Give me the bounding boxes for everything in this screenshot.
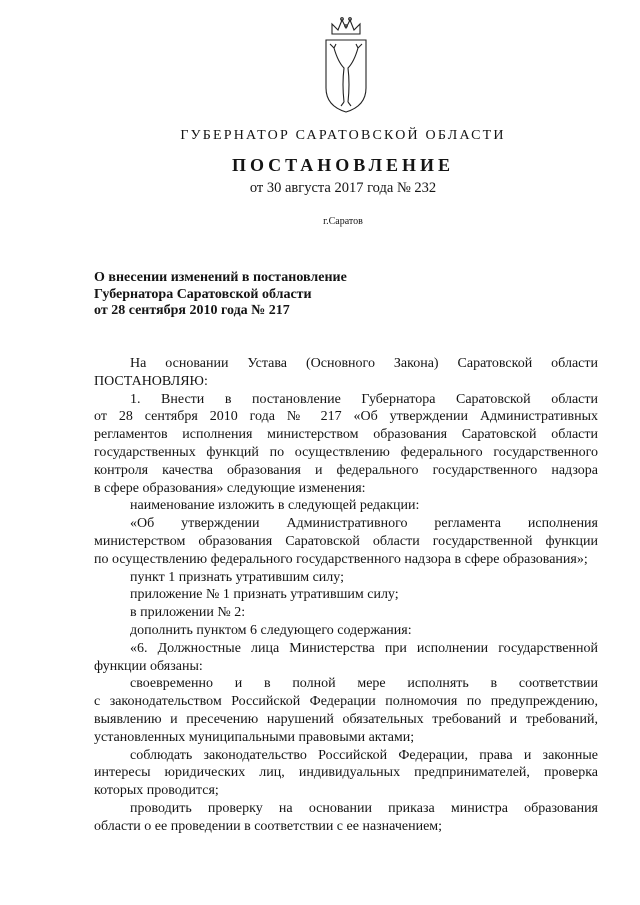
body-line: «6. Должностные лица Министерства при исполнении государственной [130,640,598,656]
body-line: которых проводится; [94,783,219,799]
body-line: выявлению и пресечению нарушений обязательных требований и требований, [94,711,598,727]
subject-line: от 28 сентября 2010 года № 217 [94,303,290,318]
body-line: функции обязаны: [94,658,203,674]
document-body [94,355,598,836]
authority-heading: ГУБЕРНАТОР САРАТОВСКОЙ ОБЛАСТИ [180,128,506,143]
document-subject [94,270,454,320]
body-line: соблюдать законодательство Российской Федерации, права и законные [130,747,598,763]
body-line: регламентов исполнения министерством образования Саратовской области [94,427,598,443]
body-line: области о ее проведении в соответствии с ее назначением; [94,818,443,834]
coat-of-arms-icon [322,14,370,116]
body-line: по осуществлению федерального государственного надзора в сфере образования»; [94,551,588,567]
body-line: пункт 1 признать утратившим силу; [130,569,344,585]
document-type-title: ПОСТАНОВЛЕНИЕ [231,155,455,175]
body-line: министерством образования Саратовской области государственной функции [94,533,598,549]
body-line: приложение № 1 признать утратившим силу; [130,587,399,603]
body-line: в приложении № 2: [130,605,246,621]
body-line: в сфере образования» следующие изменения: [94,480,366,496]
document-city: г.Саратов [323,216,363,227]
subject-line: О внесении изменений в постановление [94,270,347,285]
body-line: 1. Внести в постановление Губернатора Саратовской области [130,391,598,407]
body-line: установленных муниципальными правовыми актами; [94,729,415,745]
subject-line: Губернатора Саратовской области [94,286,312,302]
body-line: ПОСТАНОВЛЯЮ: [94,373,208,389]
body-line: «Об утверждении Административного регламента исполнения [130,516,598,532]
body-line: государственных функций по осуществлению федерального государственного [94,444,598,460]
body-line: своевременно и в полной мере исполнять в соответствии [130,676,598,692]
body-line: с законодательством Российской Федерации полномочия по предупреждению, [94,694,598,710]
body-line: контроля качества образования и федерального государственного надзора [94,462,598,478]
body-line: проводить проверку на основании приказа министра образования [130,800,598,816]
document-date-number: от 30 августа 2017 года № 232 [249,180,437,196]
body-line: от 28 сентября 2010 года № 217 «Об утверждении Административных [94,409,598,425]
body-line: наименование изложить в следующей редакции: [130,498,420,514]
body-line: дополнить пунктом 6 следующего содержания: [130,622,412,638]
body-line: интересы юридических лиц, индивидуальных предпринимателей, проверка [94,765,598,781]
body-line: На основании Устава (Основного Закона) Саратовской области [130,356,598,371]
